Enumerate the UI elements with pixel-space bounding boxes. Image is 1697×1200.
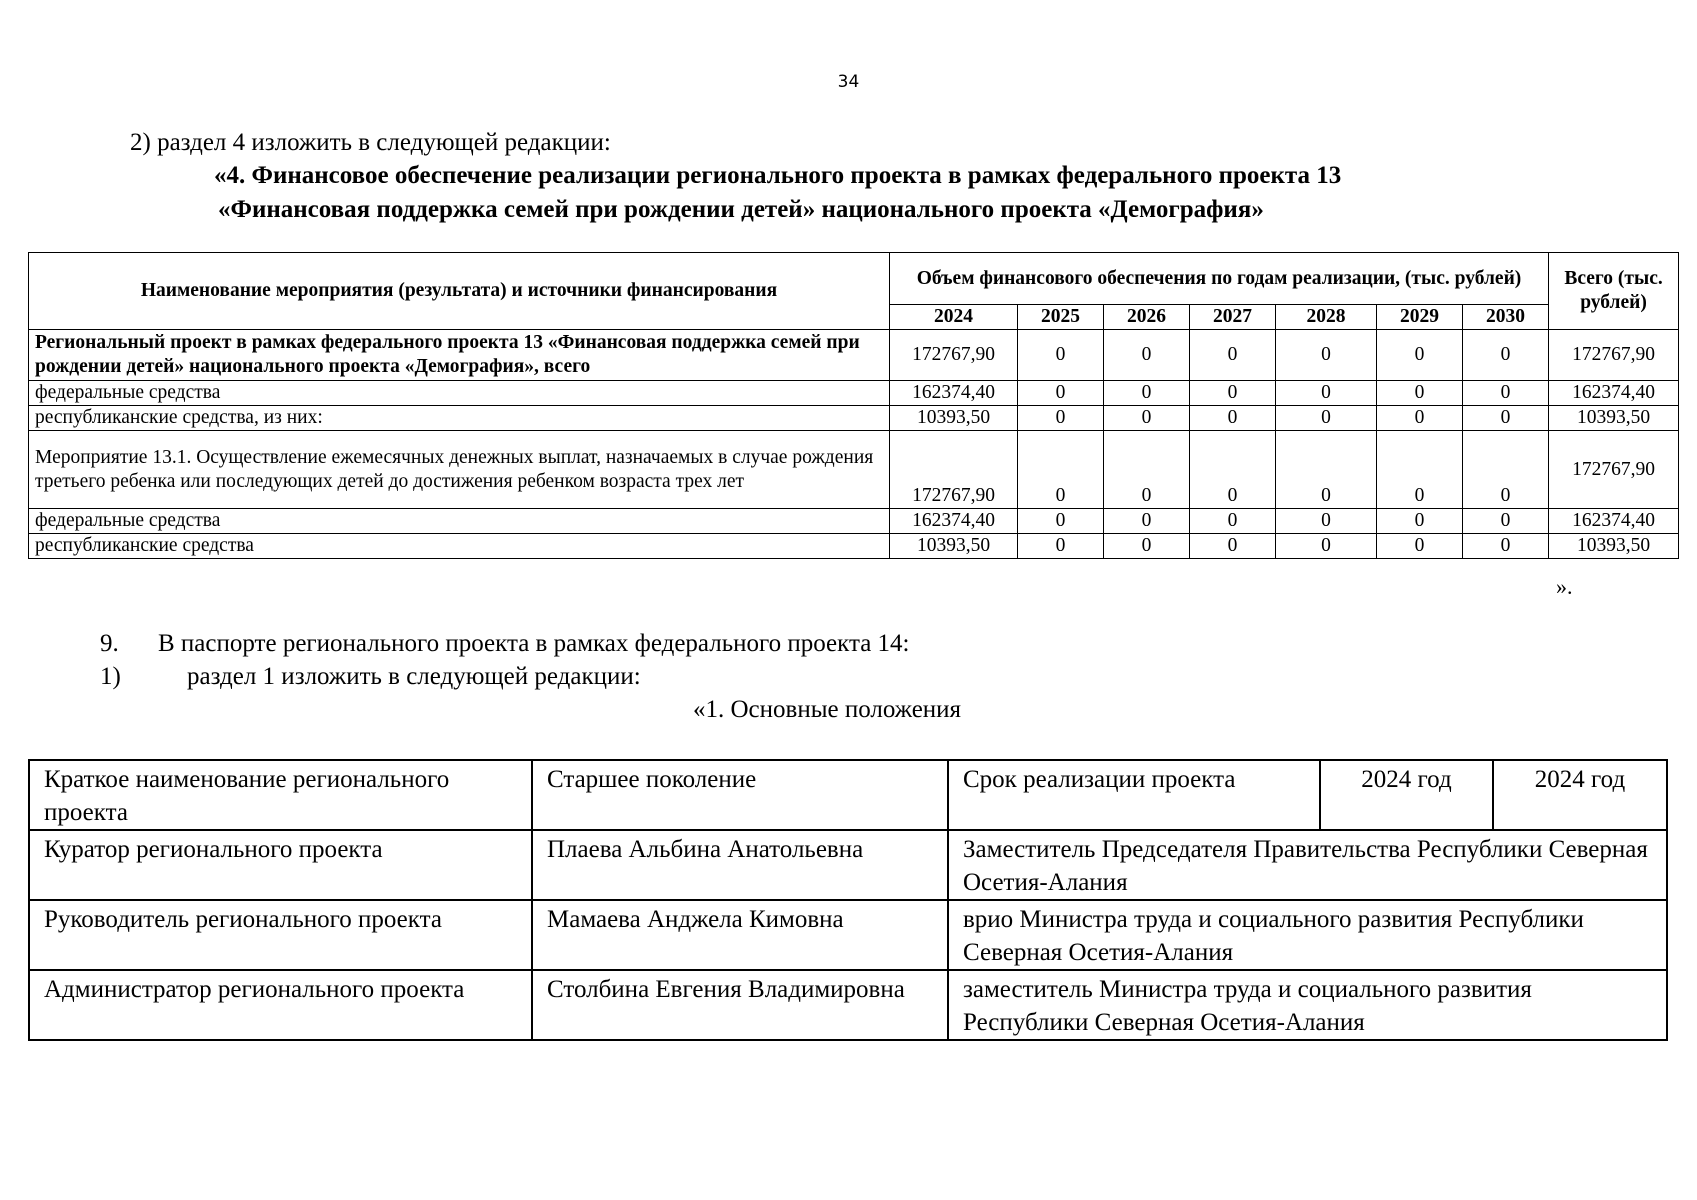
cell-value: 0 <box>1276 534 1377 559</box>
cell-value: 0 <box>1018 330 1104 381</box>
table-row <box>29 381 1679 406</box>
cell-value: 0 <box>1190 406 1276 431</box>
section4-heading-line2: «Финансовая поддержка семей при рождении детей» национального проекта «Демография» <box>218 196 1264 223</box>
cell-value: 0 <box>1104 509 1190 534</box>
head-position: врио Министра труда и социального развития Республики Северная Осетия-Алания <box>948 900 1667 970</box>
cell-value: 0 <box>1190 381 1276 406</box>
curator-label: Куратор регионального проекта <box>29 830 532 900</box>
table-row <box>29 970 1667 1040</box>
cell-value: 0 <box>1377 534 1463 559</box>
cell-value: 0 <box>1377 330 1463 381</box>
cell-value: 0 <box>1104 381 1190 406</box>
term-label: Срок реализации проекта <box>948 760 1320 830</box>
table-row <box>29 330 1679 381</box>
header-year: 2028 <box>1276 305 1377 330</box>
header-year: 2025 <box>1018 305 1104 330</box>
curator-name: Плаева Альбина Анатольевна <box>532 830 948 900</box>
cell-value: 0 <box>1018 534 1104 559</box>
header-year: 2024 <box>890 305 1018 330</box>
row-name: Мероприятие 13.1. Осуществление ежемесячных денежных выплат, назначаемых в случае рождения третьего ребенка или последующих детей до достижения ребенком возраста трех лет <box>29 431 890 509</box>
cell-value: 0 <box>1018 406 1104 431</box>
cell-total: 172767,90 <box>1549 431 1679 509</box>
cell-value: 0 <box>1377 406 1463 431</box>
cell-value: 0 <box>1190 534 1276 559</box>
cell-value: 0 <box>1276 509 1377 534</box>
row-name: республиканские средства, из них: <box>29 406 890 431</box>
item1-number: 1) <box>100 663 121 690</box>
header-total-column: Всего (тыс. рублей) <box>1549 253 1679 330</box>
item1-text: раздел 1 изложить в следующей редакции: <box>187 663 641 690</box>
cell-total: 172767,90 <box>1549 330 1679 381</box>
cell-value: 0 <box>1190 509 1276 534</box>
cell-value: 10393,50 <box>890 534 1018 559</box>
short-name-label: Краткое наименование регионального проекта <box>29 760 532 830</box>
cell-total: 10393,50 <box>1549 406 1679 431</box>
curator-position: Заместитель Председателя Правительства Республики Северная Осетия-Алания <box>948 830 1667 900</box>
cell-value: 172767,90 <box>890 431 1018 509</box>
head-name: Мамаева Анджела Кимовна <box>532 900 948 970</box>
header-year: 2026 <box>1104 305 1190 330</box>
table-row <box>29 406 1679 431</box>
cell-value: 0 <box>1190 330 1276 381</box>
cell-total: 162374,40 <box>1549 509 1679 534</box>
cell-value: 0 <box>1018 509 1104 534</box>
page-number: 34 <box>837 72 860 92</box>
row-name: Региональный проект в рамках федерального проекта 13 «Финансовая поддержка семей при рождении детей» национального проекта «Демография», всего <box>29 330 890 381</box>
table-row <box>29 900 1667 970</box>
row-name: республиканские средства <box>29 534 890 559</box>
closing-quote: ». <box>1556 574 1573 599</box>
header-year: 2030 <box>1463 305 1549 330</box>
table-row <box>29 830 1667 900</box>
cell-value: 0 <box>1463 534 1549 559</box>
cell-value: 0 <box>1104 534 1190 559</box>
cell-value: 162374,40 <box>890 381 1018 406</box>
cell-value: 0 <box>1104 431 1190 509</box>
cell-value: 0 <box>1018 431 1104 509</box>
cell-value: 0 <box>1377 431 1463 509</box>
head-label: Руководитель регионального проекта <box>29 900 532 970</box>
administrator-label: Администратор регионального проекта <box>29 970 532 1040</box>
cell-value: 0 <box>1276 431 1377 509</box>
cell-value: 0 <box>1276 381 1377 406</box>
section4-heading-line1: «4. Финансовое обеспечение реализации регионального проекта в рамках федерального проекта 13 <box>214 162 1342 189</box>
cell-value: 0 <box>1377 381 1463 406</box>
cell-value: 0 <box>1463 406 1549 431</box>
cell-value: 0 <box>1463 381 1549 406</box>
cell-value: 0 <box>1377 509 1463 534</box>
item9-text: В паспорте регионального проекта в рамках федерального проекта 14: <box>158 630 910 657</box>
cell-value: 0 <box>1018 381 1104 406</box>
project-info-table <box>28 759 1668 1041</box>
cell-value: 0 <box>1190 431 1276 509</box>
cell-value: 10393,50 <box>890 406 1018 431</box>
section1-heading: «1. Основные положения <box>693 696 962 723</box>
row-name: федеральные средства <box>29 509 890 534</box>
cell-value: 0 <box>1463 330 1549 381</box>
short-name-value: Старшее поколение <box>532 760 948 830</box>
header-volume-column: Объем финансового обеспечения по годам реализации, (тыс. рублей) <box>890 253 1549 305</box>
table-row <box>29 760 1667 830</box>
header-name-column: Наименование мероприятия (результата) и источники финансирования <box>29 253 890 330</box>
cell-total: 162374,40 <box>1549 381 1679 406</box>
table-row <box>29 431 1679 509</box>
administrator-position: заместитель Министра труда и социального развития Республики Северная Осетия-Алания <box>948 970 1667 1040</box>
header-year: 2027 <box>1190 305 1276 330</box>
table-row <box>29 509 1679 534</box>
finance-table <box>28 252 1679 559</box>
term-end: 2024 год <box>1493 760 1667 830</box>
header-year: 2029 <box>1377 305 1463 330</box>
cell-value: 0 <box>1276 406 1377 431</box>
cell-value: 162374,40 <box>890 509 1018 534</box>
cell-value: 0 <box>1463 509 1549 534</box>
cell-value: 0 <box>1104 330 1190 381</box>
term-start: 2024 год <box>1320 760 1493 830</box>
cell-value: 0 <box>1463 431 1549 509</box>
table-row <box>29 534 1679 559</box>
cell-total: 10393,50 <box>1549 534 1679 559</box>
item9-number: 9. <box>100 630 119 657</box>
row-name: федеральные средства <box>29 381 890 406</box>
administrator-name: Столбина Евгения Владимировна <box>532 970 948 1040</box>
cell-value: 0 <box>1276 330 1377 381</box>
cell-value: 0 <box>1104 406 1190 431</box>
paragraph-section4-intro: 2) раздел 4 изложить в следующей редакции: <box>130 129 611 156</box>
cell-value: 172767,90 <box>890 330 1018 381</box>
